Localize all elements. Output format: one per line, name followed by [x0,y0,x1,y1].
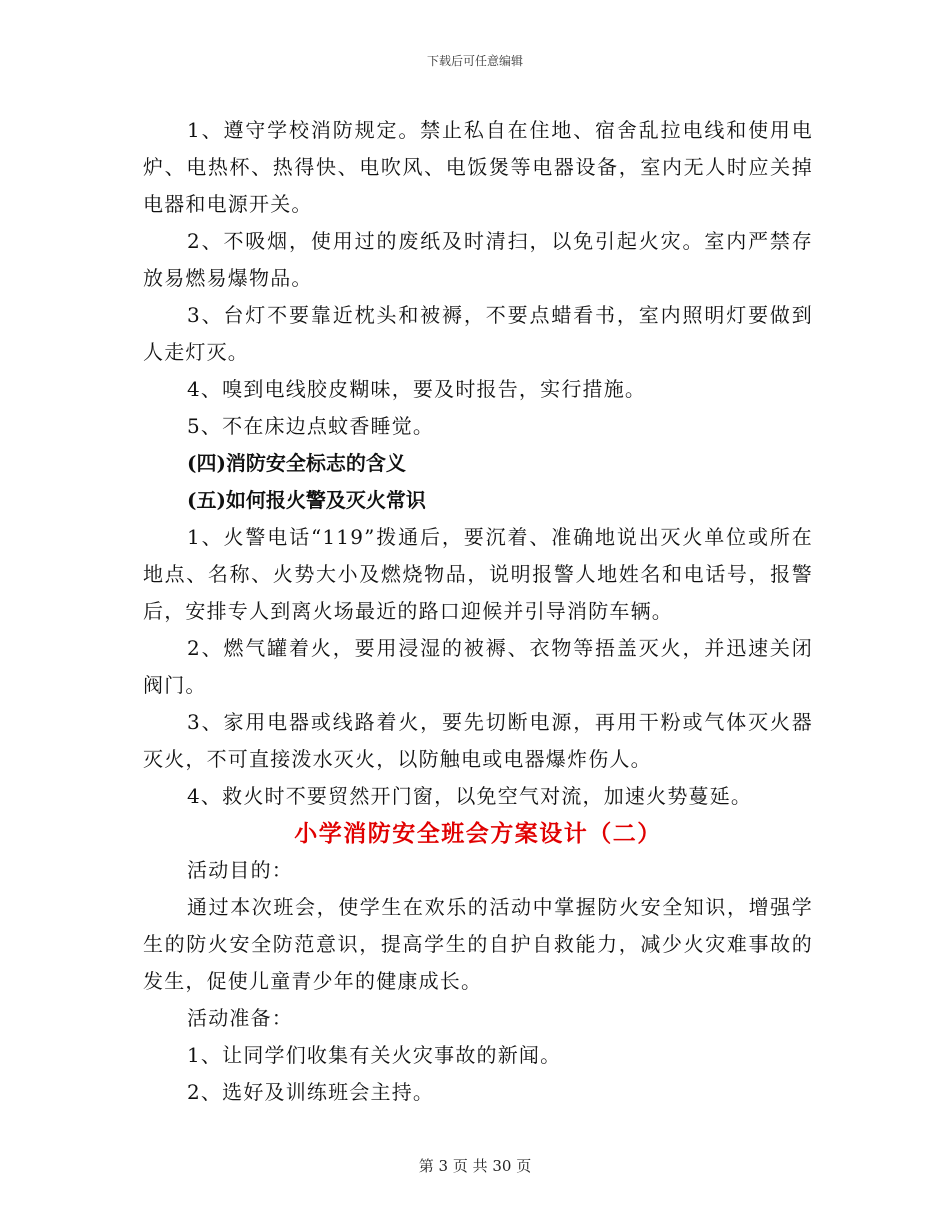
section-heading-5: (五)如何报火警及灭火常识 [187,488,426,512]
document-body [143,112,813,1111]
page-footer: 第 3 页 共 30 页 [418,1157,532,1175]
fire-paragraph-1: 1、火警电话“119”拨通后，要沉着、准确地说出灭火单位或所在地点、名称、火势大小及燃烧物品，说明报警人地姓名和电话号，报警后，安排专人到离火场最近的路口迎候并引导消防车辆。 [143,525,813,623]
prep-item-2: 2、选好及训练班会主持。 [187,1080,435,1104]
rule-paragraph-4: 4、嗅到电线胶皮糊味，要及时报告，实行措施。 [187,377,647,401]
purpose-label: 活动目的： [187,858,293,882]
prep-item-1: 1、让同学们收集有关火灾事故的新闻。 [187,1043,562,1067]
section-heading-4: (四)消防安全标志的含义 [187,451,406,475]
fire-paragraph-2: 2、燃气罐着火，要用浸湿的被褥、衣物等捂盖灭火，并迅速关闭阀门。 [143,636,813,697]
rule-paragraph-2: 2、不吸烟，使用过的废纸及时清扫，以免引起火灾。室内严禁存放易燃易爆物品。 [143,229,813,290]
purpose-paragraph: 通过本次班会，使学生在欢乐的活动中掌握防火安全知识，增强学生的防火安全防范意识，提高学生的自护自救能力，减少火灾难事故的发生，促使儿童青少年的健康成长。 [143,895,813,993]
fire-paragraph-3: 3、家用电器或线路着火，要先切断电源，再用干粉或气体灭火器灭火，不可直接泼水灭火，以防触电或电器爆炸伤人。 [143,710,813,771]
section-title: 小学消防安全班会方案设计（二） [294,820,662,847]
rule-paragraph-5: 5、不在床边点蚊香睡觉。 [187,414,435,438]
prep-label: 活动准备： [187,1006,293,1030]
fire-paragraph-4: 4、救火时不要贸然开门窗，以免空气对流，加速火势蔓延。 [187,784,753,808]
rule-paragraph-1: 1、遵守学校消防规定。禁止私自在住地、宿舍乱拉电线和使用电炉、电热杯、热得快、电吹风、电饭煲等电器设备，室内无人时应关掉电器和电源开关。 [143,118,813,216]
page-header: 下载后可任意编辑 [426,54,523,68]
rule-paragraph-3: 3、台灯不要靠近枕头和被褥，不要点蜡看书，室内照明灯要做到人走灯灭。 [143,303,813,364]
